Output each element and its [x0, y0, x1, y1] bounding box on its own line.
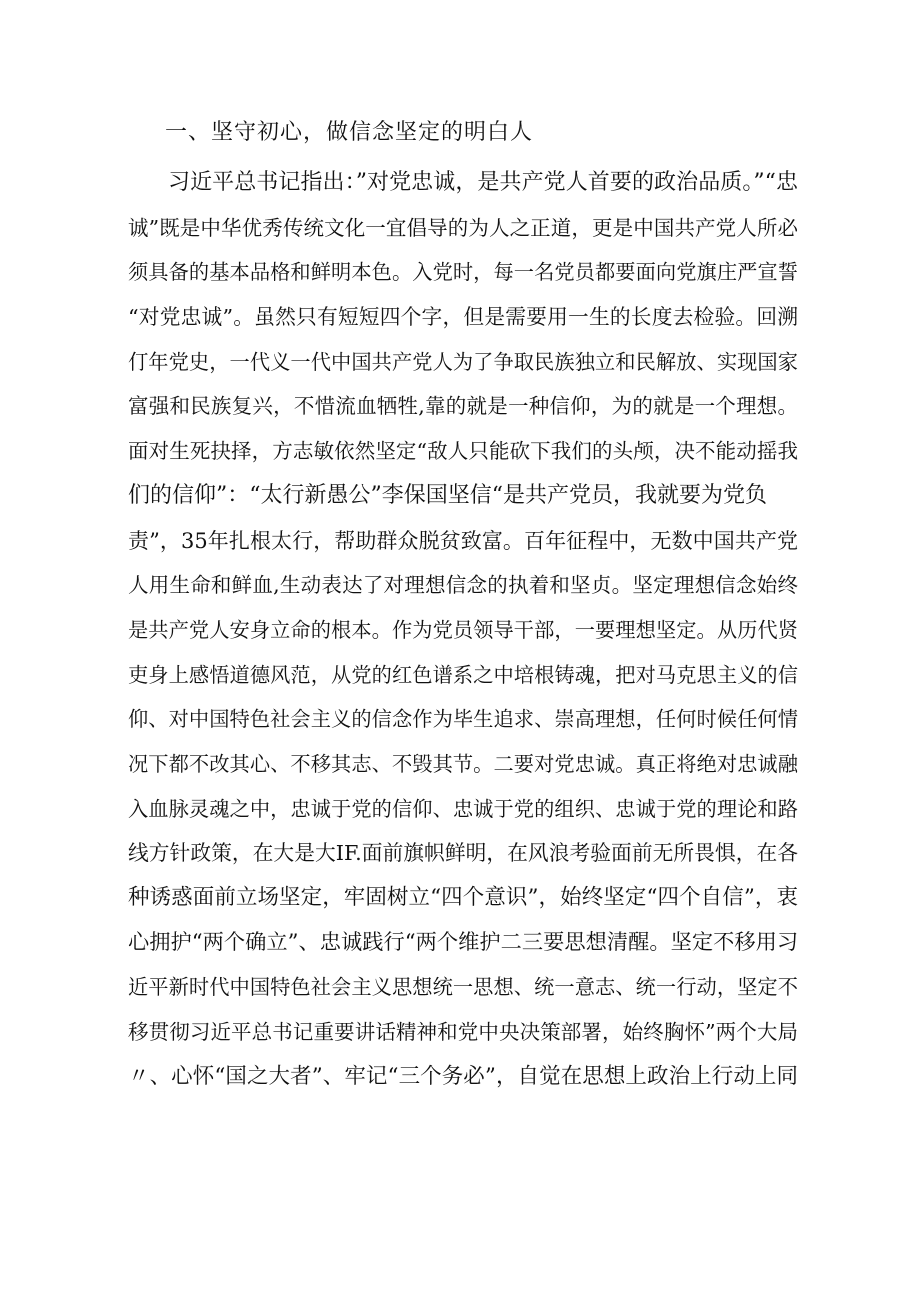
body-paragraph	[128, 161, 798, 1099]
section-heading: 一、坚守初心，做信念坚定的明白人	[165, 120, 534, 145]
paragraph-line: 况下都不改其心、不移其志、不毁其节。二要对党忠诚。真正将绝对忠诚融	[128, 751, 798, 776]
paragraph-line: 近平新时代中国特色社会主义思想统一思想、统一意志、统一行动，坚定不	[128, 975, 798, 1000]
paragraph-line: 富强和民族复兴，不惜流血牺牲,靠的就是一种信仰，为的就是一个理想。	[128, 394, 798, 419]
paragraph-line: 面对生死抉择，方志敏依然坚定“敌人只能砍下我们的头颅，决不能动摇我	[128, 439, 798, 464]
paragraph-line: “对党忠诚”。虽然只有短短四个字，但是需要用一生的长度去检验。回溯	[128, 305, 798, 330]
paragraph-line: 线方针政策，在大是大IF.面前旗帜鲜明，在风浪考验面前无所畏惧，在各	[128, 841, 798, 866]
paragraph-line: 仃年党史，一代义一代中国共产党人为了争取民族独立和民解放、实现国家	[128, 349, 798, 374]
paragraph-line: 仰、对中国特色社会主义的信念作为毕生追求、崇高理想，任何时候任何情	[128, 707, 798, 732]
paragraph-line: 责”，35年扎根太行，帮助群众脱贫致富。百年征程中，无数中国共产党	[128, 528, 798, 553]
paragraph-line: 心拥护“两个确立”、忠诚践行“两个维护二三要思想清醒。坚定不移用习	[128, 929, 799, 955]
paragraph-line: 们的信仰”：“太行新愚公”李保国坚信“是共产党员，我就要为党负	[128, 482, 767, 508]
paragraph-line: 诚”既是中华优秀传统文化一宜倡导的为人之正道，更是中国共产党人所必	[128, 215, 798, 240]
paragraph-line: 〃、心怀“国之大者”、牢记“三个务必”，自觉在思想上政治上行动上同	[128, 1063, 798, 1089]
paragraph-line: 吏身上感悟道德风范，从党的红色谱系之中培根铸魂，把对马克思主义的信	[128, 662, 798, 687]
paragraph-line: 须具备的基本品格和鲜明本色。入党时，每一名党员都要面向党旗庄严宣誓	[128, 260, 798, 285]
paragraph-line: 是共产党人安身立命的根本。作为党员领导干部，一要理想坚定。从历代贤	[128, 617, 798, 642]
paragraph-line: 种诱惑面前立场坚定，牢固树立“四个意识”，始终坚定“四个自信”，衷	[128, 885, 798, 910]
paragraph-line: 移贯彻习近平总书记重要讲话精神和党中央决策部署，始终胸怀”两个大局	[128, 1020, 798, 1045]
paragraph-line: 入血脉灵魂之中，忠诚于党的信仰、忠诚于党的组织、忠诚于党的理论和路	[128, 796, 798, 821]
paragraph-line: 习近平总书记指出：”对党忠诚，是共产党人首要的政治品质。”“忠	[168, 170, 798, 195]
paragraph-line: 人用生命和鲜血,生动表达了对理想信念的执着和坚贞。坚定理想信念始终	[128, 573, 798, 598]
